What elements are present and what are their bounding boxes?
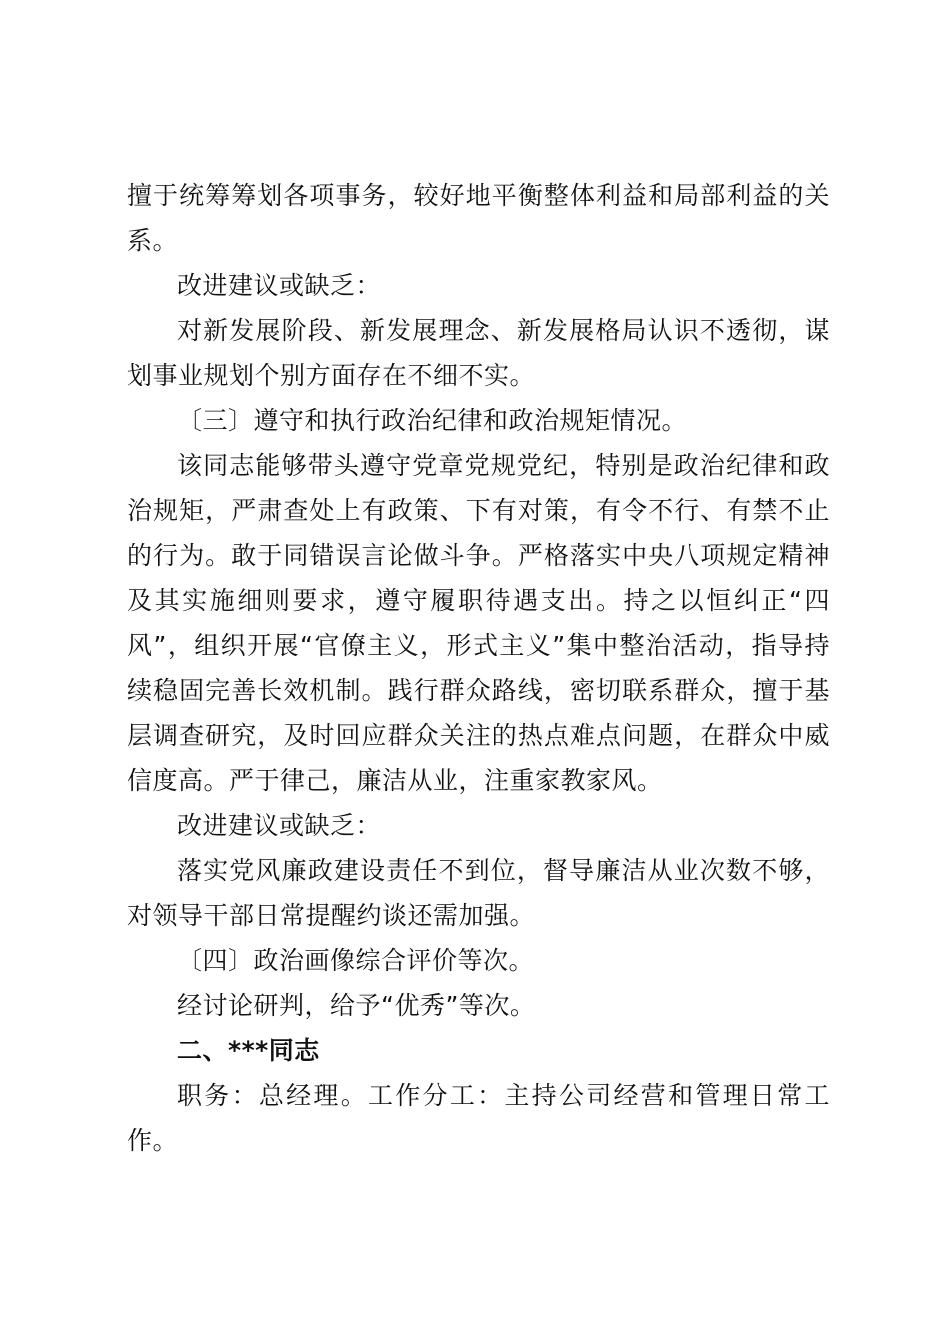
paragraph-improvement-label: 改进建议或缺乏： (177, 271, 382, 300)
paragraph-continuation: 擅于统筹筹划各项事务，较好地平衡整体利益和局部利益的关系。 (127, 181, 830, 255)
paragraph-position: 职务：总经理。工作分工：主持公司经营和管理日常工作。 (127, 1081, 830, 1155)
paragraph-improvement-text: 对新发展阶段、新发展理念、新发展格局认识不透彻，谋划事业规划个别方面存在不细不实。 (127, 316, 830, 390)
document-body (127, 173, 830, 1163)
paragraph-discipline-body: 该同志能够带头遵守党章党规党纪，特别是政治纪律和政治规矩，严肃查处上有政策、下有对策，有令不行、有禁不止的行为。敢于同错误言论做斗争。严格落实中央八项规定精神及其实施细则要求，遵守履职待遇支出。持之以恒纠正“四风”，组织开展“官僚主义，形式主义”集中整治活动，指导持续稳固完善长效机制。践行群众路线，密切联系群众，擅于基层调查研究，及时回应群众关注的热点难点问题，在群众中威信度高。严于律己，廉洁从业，注重家教家风。 (127, 451, 830, 795)
paragraph-improvement-text: 落实党风廉政建设责任不到位，督导廉洁从业次数不够，对领导干部日常提醒约谈还需加强。 (127, 856, 830, 930)
paragraph-evaluation: 经讨论研判，给予“优秀”等次。 (177, 991, 536, 1020)
paragraph-improvement-label: 改进建议或缺乏： (177, 811, 382, 840)
section-heading-four: 〔四〕政治画像综合评价等次。 (177, 946, 535, 975)
section-heading-three: 〔三〕遵守和执行政治纪律和政治规矩情况。 (177, 406, 688, 435)
section-heading-two: 二、***同志 (177, 1036, 320, 1065)
